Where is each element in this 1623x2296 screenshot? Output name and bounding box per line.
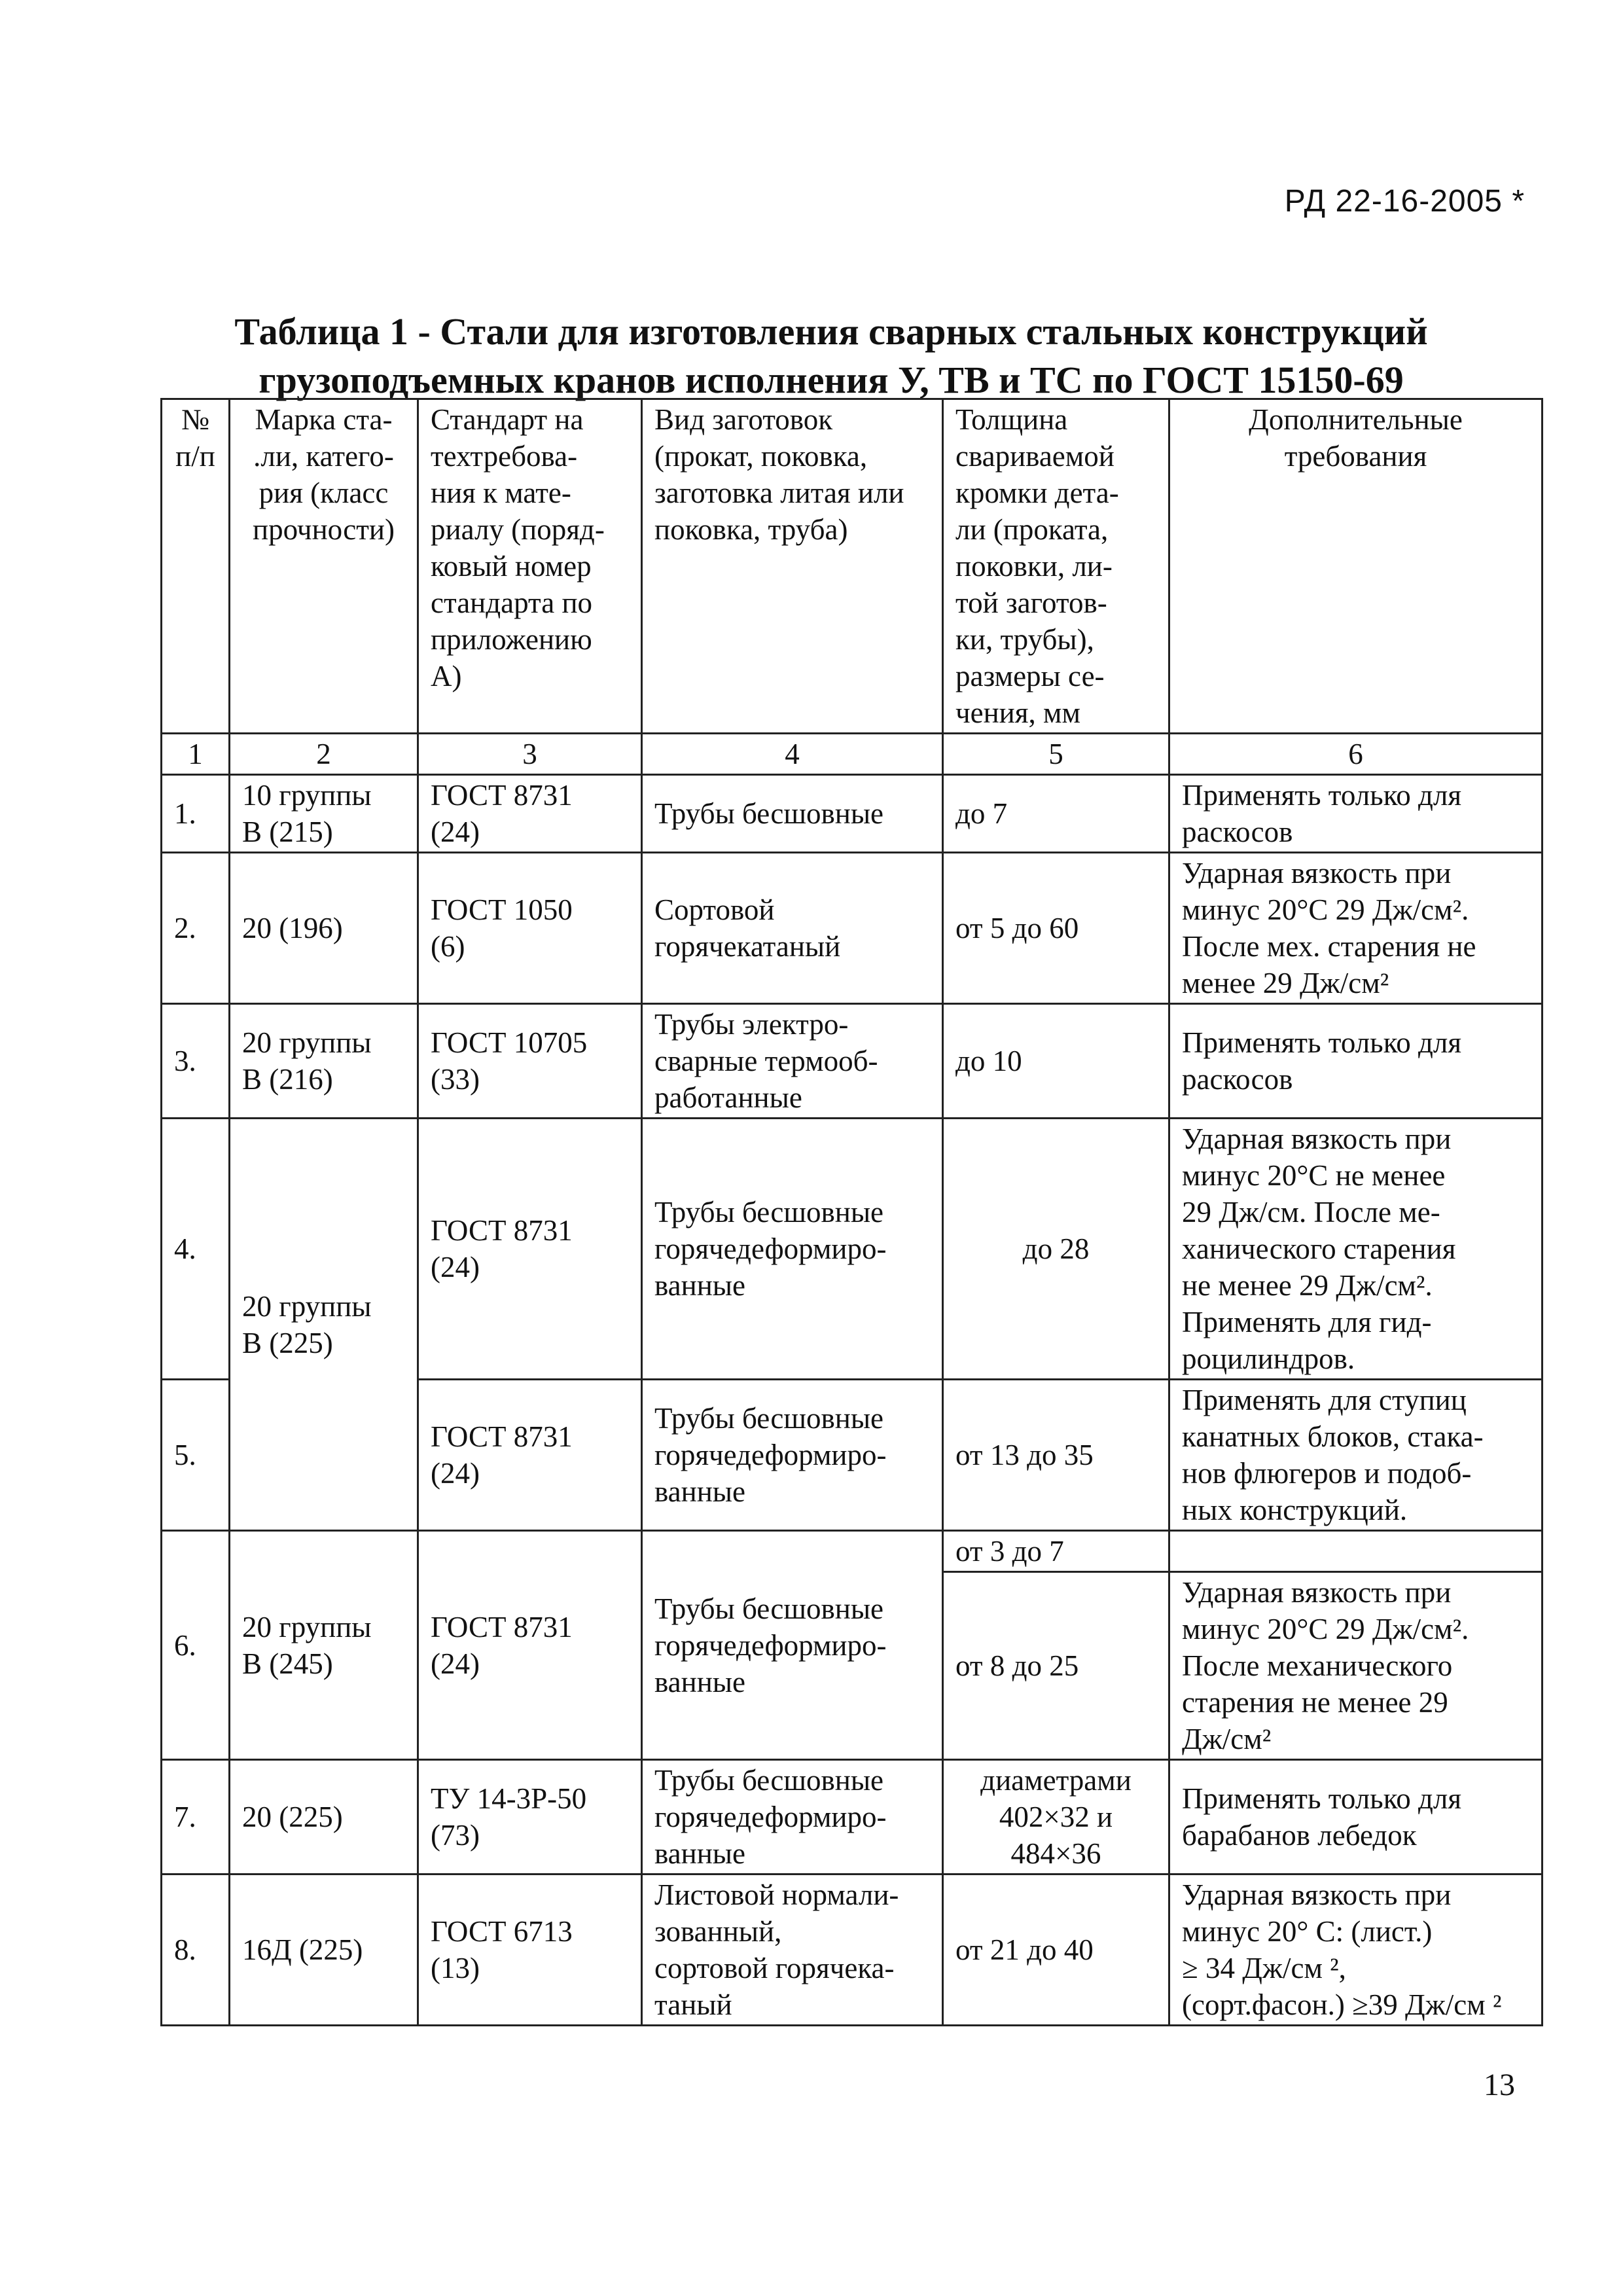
cell-line: заготовка литая или <box>654 476 904 509</box>
cell-line: ГОСТ 8731 <box>431 1610 573 1643</box>
cell-line: ния к мате- <box>431 476 571 509</box>
cell-line: 484×36 <box>1010 1837 1101 1870</box>
cell-line: (24) <box>431 816 480 848</box>
cell-line: В (215) <box>242 816 333 848</box>
cell-line: В (216) <box>242 1063 333 1096</box>
column-number: 2 <box>230 734 418 775</box>
blank-type <box>642 1380 943 1531</box>
cell-line: менее 29 Дж/см² <box>1182 967 1389 999</box>
cell-line: 20 группы <box>242 1610 372 1643</box>
cell-line: Ударная вязкость при <box>1182 1122 1452 1155</box>
blank-type <box>642 853 943 1004</box>
cell-line: ковый номер <box>431 550 592 583</box>
cell-line: (6) <box>431 930 465 963</box>
cell-line: раскосов <box>1182 1063 1293 1096</box>
thickness <box>943 1531 1169 1572</box>
thickness <box>943 775 1169 853</box>
cell-line: от 13 до 35 <box>955 1439 1094 1471</box>
standard <box>418 1760 642 1874</box>
cell-line: Ударная вязкость при <box>1182 1878 1452 1911</box>
requirements <box>1169 775 1543 853</box>
cell-line: поковка, труба) <box>654 513 848 546</box>
standard <box>418 853 642 1004</box>
standard <box>418 1380 642 1531</box>
cell-line: роцилиндров. <box>1182 1342 1355 1375</box>
cell-line: (73) <box>431 1819 480 1852</box>
steel-grade <box>230 1004 418 1119</box>
cell-line: той заготов- <box>955 586 1107 619</box>
column-number: 5 <box>943 734 1169 775</box>
header-standard <box>418 399 642 734</box>
cell-line: до 7 <box>955 797 1008 830</box>
cell-line: № <box>181 403 209 436</box>
cell-line: прочности) <box>253 513 395 546</box>
table-row <box>162 1119 1543 1380</box>
cell-line: (13) <box>431 1952 480 1984</box>
blank-type <box>642 775 943 853</box>
cell-line: ванные <box>654 1269 745 1302</box>
cell-line: минус 20°С 29 Дж/см². <box>1182 1613 1469 1645</box>
steel-grade <box>230 775 418 853</box>
cell-line: (33) <box>431 1063 480 1096</box>
steel-table <box>160 398 1543 2026</box>
cell-line: минус 20° С: (лист.) <box>1182 1915 1433 1948</box>
cell-line: Применять только для <box>1182 1782 1462 1815</box>
cell-line: не менее 29 Дж/см². <box>1182 1269 1433 1302</box>
cell-line: от 3 до 7 <box>955 1535 1064 1568</box>
cell-line: В (245) <box>242 1647 333 1680</box>
requirements <box>1169 853 1543 1004</box>
standard <box>418 1531 642 1760</box>
header-thickness <box>943 399 1169 734</box>
cell-line: Ударная вязкость при <box>1182 857 1452 889</box>
cell-line: ханического старения <box>1182 1232 1456 1265</box>
row-number: 2. <box>162 853 230 1004</box>
cell-line: до 28 <box>1022 1232 1090 1265</box>
column-number-row <box>162 734 1543 775</box>
cell-line: техтребова- <box>431 440 578 473</box>
cell-line: свариваемой <box>955 440 1115 473</box>
cell-line: ки, трубы), <box>955 623 1094 656</box>
thickness <box>943 1572 1169 1760</box>
row-number: 4. <box>162 1119 230 1380</box>
cell-line: горячедеформиро- <box>654 1801 887 1833</box>
cell-line: Листовой нормали- <box>654 1878 899 1911</box>
column-number: 6 <box>1169 734 1543 775</box>
cell-line: ГОСТ 1050 <box>431 893 573 926</box>
header-row <box>162 399 1543 734</box>
cell-line: ГОСТ 8731 <box>431 1420 573 1453</box>
row-number: 5. <box>162 1380 230 1531</box>
cell-line: 20 группы <box>242 1026 372 1059</box>
row-number: 1. <box>162 775 230 853</box>
cell-line: размеры се- <box>955 660 1105 692</box>
cell-line: После мех. старения не <box>1182 930 1476 963</box>
cell-line: 402×32 и <box>999 1801 1113 1833</box>
cell-line: А) <box>431 660 462 692</box>
cell-line: Марка ста- <box>255 403 393 436</box>
cell-line: барабанов лебедок <box>1182 1819 1417 1852</box>
cell-line: от 21 до 40 <box>955 1933 1094 1966</box>
cell-line: ванные <box>654 1475 745 1508</box>
cell-line: п/п <box>175 440 215 473</box>
table-title: Таблица 1 - Стали для изготовления сварных стальных конструкций грузоподъемных кранов исполнения У, ТВ и ТС по ГОСТ 15150-69 <box>234 310 1428 401</box>
cell-line: ГОСТ 8731 <box>431 1214 573 1247</box>
standard <box>418 775 642 853</box>
cell-line: Применять только для <box>1182 779 1462 812</box>
cell-line: от 8 до 25 <box>955 1649 1079 1682</box>
cell-line: нов флюгеров и подоб- <box>1182 1457 1472 1490</box>
cell-line: (24) <box>431 1647 480 1680</box>
table-row <box>162 1004 1543 1119</box>
cell-line: (24) <box>431 1457 480 1490</box>
cell-line: раскосов <box>1182 816 1293 848</box>
cell-line: стандарта по <box>431 586 593 619</box>
cell-line: горячедеформиро- <box>654 1439 887 1471</box>
requirements <box>1169 1004 1543 1119</box>
blank-type <box>642 1119 943 1380</box>
cell-line: Применять только для <box>1182 1026 1462 1059</box>
cell-line: (прокат, поковка, <box>654 440 868 473</box>
header-number <box>162 399 230 734</box>
row-number: 6. <box>162 1531 230 1760</box>
cell-line: минус 20°С не менее <box>1182 1159 1446 1192</box>
cell-line: 16Д (225) <box>242 1933 363 1966</box>
table-row <box>162 1531 1543 1572</box>
blank-type <box>642 1874 943 2026</box>
cell-line: В (225) <box>242 1326 333 1359</box>
header-blank-type <box>642 399 943 734</box>
page-number: 13 <box>1484 2068 1515 2102</box>
cell-line: Трубы бесшовные <box>654 797 884 830</box>
cell-line: Трубы бесшовные <box>654 1764 884 1797</box>
cell-line: канатных блоков, стака- <box>1182 1420 1484 1453</box>
cell-line: .ли, катего- <box>253 440 394 473</box>
column-number: 3 <box>418 734 642 775</box>
cell-line: 20 группы <box>242 1289 372 1323</box>
document-code: РД 22-16-2005 * <box>1284 184 1525 219</box>
cell-line: Вид заготовок <box>654 403 833 436</box>
cell-line: старения не менее 29 <box>1182 1686 1448 1719</box>
standard <box>418 1004 642 1119</box>
cell-line: Применять для гид- <box>1182 1306 1432 1338</box>
cell-line: ГОСТ 8731 <box>431 779 573 812</box>
steel-grade <box>230 1531 418 1760</box>
blank-type <box>642 1760 943 1874</box>
thickness <box>943 1380 1169 1531</box>
cell-line: работанные <box>654 1081 802 1114</box>
cell-line: Стандарт на <box>431 403 584 436</box>
cell-line: требования <box>1284 440 1427 473</box>
cell-line: ТУ 14-3Р-50 <box>431 1782 587 1815</box>
cell-line: приложению <box>431 623 592 656</box>
cell-line: (24) <box>431 1251 480 1283</box>
cell-line: минус 20°С 29 Дж/см². <box>1182 893 1469 926</box>
cell-line: Ударная вязкость при <box>1182 1576 1452 1609</box>
cell-line: После механического <box>1182 1649 1453 1682</box>
requirements-empty <box>1169 1531 1543 1572</box>
cell-line: горячекатаный <box>654 930 841 963</box>
row-number: 7. <box>162 1760 230 1874</box>
cell-line: 20 (196) <box>242 912 343 944</box>
cell-line: ли (проката, <box>955 513 1109 546</box>
row-number: 3. <box>162 1004 230 1119</box>
requirements <box>1169 1874 1543 2026</box>
cell-line: ГОСТ 6713 <box>431 1915 573 1948</box>
cell-line: Применять для ступиц <box>1182 1384 1467 1416</box>
cell-line: Сортовой <box>654 893 775 926</box>
cell-line: Трубы бесшовные <box>654 1592 884 1625</box>
column-number: 1 <box>162 734 230 775</box>
table-row <box>162 1760 1543 1874</box>
thickness <box>943 1760 1169 1874</box>
cell-line: Толщина <box>955 403 1068 436</box>
thickness <box>943 1119 1169 1380</box>
header-requirements <box>1169 399 1543 734</box>
cell-line: Трубы бесшовные <box>654 1196 884 1229</box>
cell-line: поковки, ли- <box>955 550 1113 583</box>
cell-line: риалу (поряд- <box>431 513 605 546</box>
thickness <box>943 1874 1169 2026</box>
cell-line: 20 (225) <box>242 1801 343 1833</box>
cell-line: Дж/см² <box>1182 1723 1272 1755</box>
blank-type <box>642 1531 943 1760</box>
cell-line: сварные термооб- <box>654 1045 878 1077</box>
cell-line: таный <box>654 1988 732 2021</box>
table-row <box>162 775 1543 853</box>
cell-line: диаметрами <box>980 1764 1132 1797</box>
cell-line: (сорт.фасон.) ≥39 Дж/см ² <box>1182 1988 1502 2021</box>
steel-grade <box>230 1874 418 2026</box>
thickness <box>943 853 1169 1004</box>
cell-line: сортовой горячека- <box>654 1952 895 1984</box>
cell-line: рия (класс <box>259 476 389 509</box>
cell-line: горячедеформиро- <box>654 1628 887 1662</box>
steel-grade <box>230 1119 418 1531</box>
cell-line: Трубы электро- <box>654 1008 849 1041</box>
cell-line: 10 группы <box>242 779 372 812</box>
requirements <box>1169 1572 1543 1760</box>
requirements <box>1169 1380 1543 1531</box>
cell-line: от 5 до 60 <box>955 912 1079 944</box>
cell-line: до 10 <box>955 1045 1022 1077</box>
cell-line: ванные <box>654 1837 745 1870</box>
standard <box>418 1874 642 2026</box>
cell-line: чения, мм <box>955 696 1080 729</box>
cell-line: зованный, <box>654 1915 782 1948</box>
table-row <box>162 853 1543 1004</box>
requirements <box>1169 1760 1543 1874</box>
requirements <box>1169 1119 1543 1380</box>
cell-line: кромки дета- <box>955 476 1119 509</box>
header-grade <box>230 399 418 734</box>
steel-grade <box>230 853 418 1004</box>
row-number: 8. <box>162 1874 230 2026</box>
thickness <box>943 1004 1169 1119</box>
cell-line: Дополнительные <box>1249 403 1463 436</box>
standard <box>418 1119 642 1380</box>
cell-line: Трубы бесшовные <box>654 1402 884 1435</box>
steel-grade <box>230 1760 418 1874</box>
cell-line: ванные <box>654 1665 745 1698</box>
table-row <box>162 1874 1543 2026</box>
cell-line: 29 Дж/см. После ме- <box>1182 1196 1440 1229</box>
blank-type <box>642 1004 943 1119</box>
cell-line: ных конструкций. <box>1182 1494 1408 1526</box>
cell-line: ≥ 34 Дж/см ², <box>1182 1952 1346 1984</box>
cell-line: ГОСТ 10705 <box>431 1026 588 1059</box>
cell-line: горячедеформиро- <box>654 1232 887 1265</box>
column-number: 4 <box>642 734 943 775</box>
